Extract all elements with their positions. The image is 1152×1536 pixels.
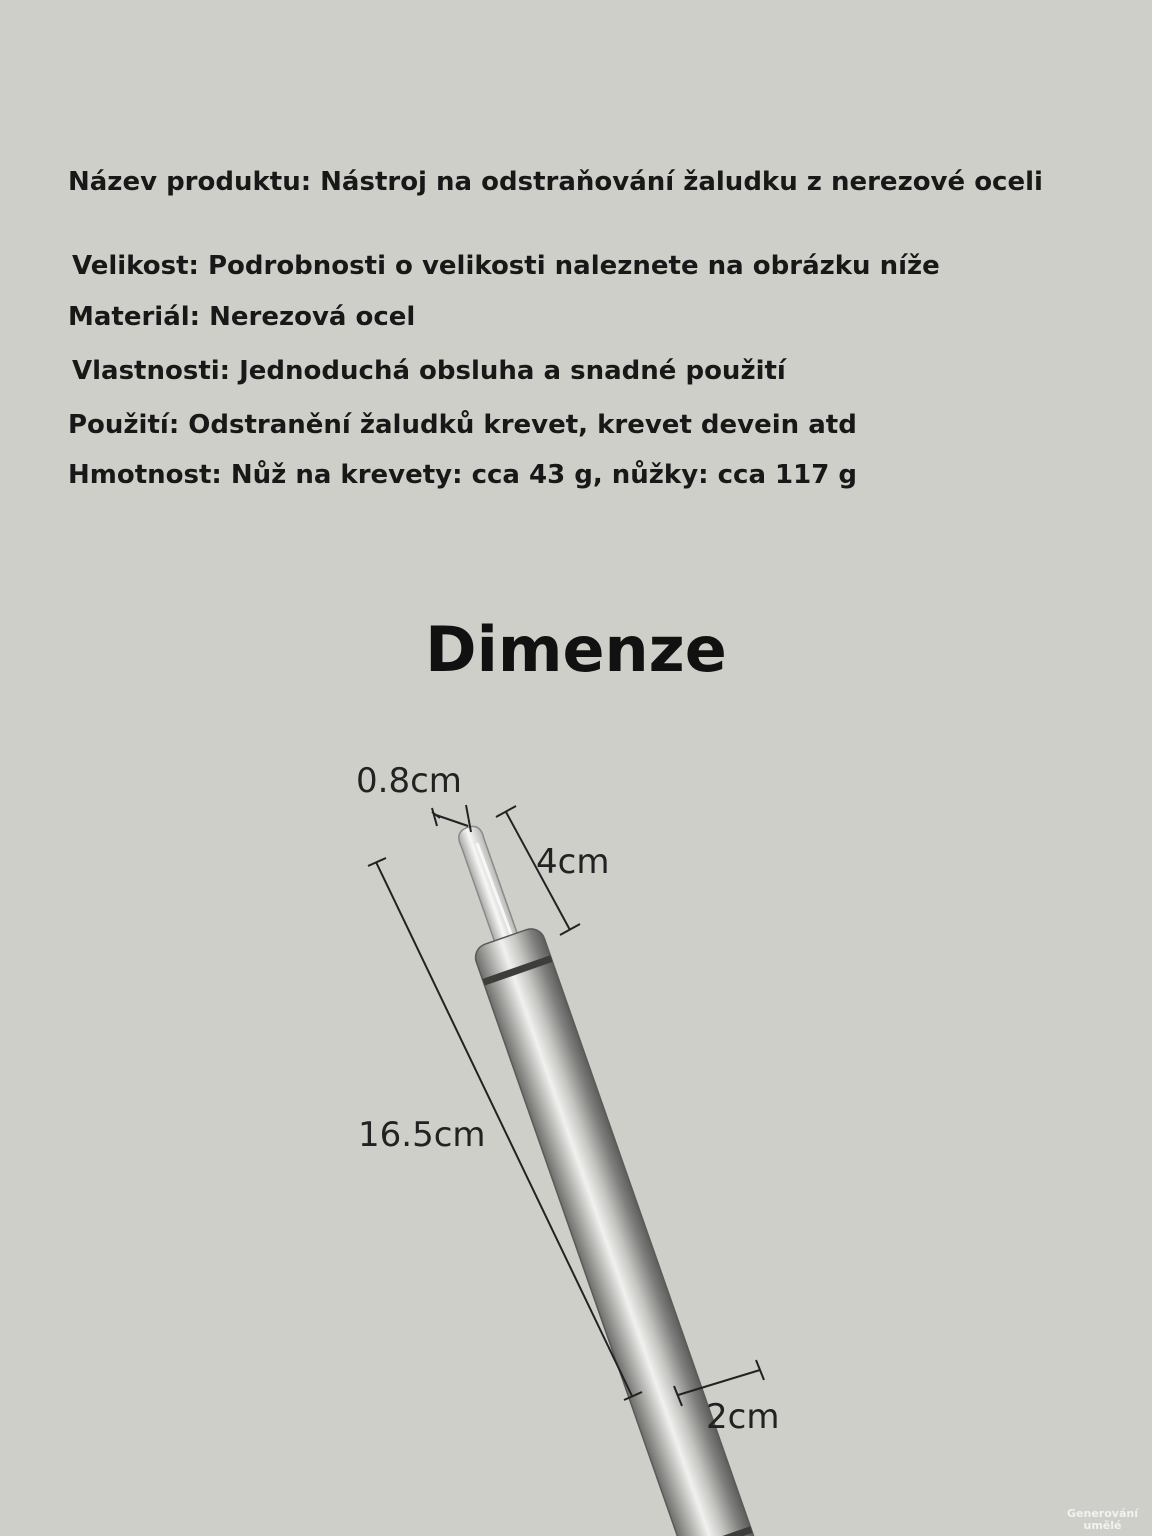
watermark-line-2: umělé [1083,1519,1122,1532]
spec-material: Materiál: Nerezová ocel [68,302,416,332]
spec-size: Velikost: Podrobnosti o velikosti naleznete na obrázku níže [72,251,940,281]
dimensions-title: Dimenze [425,613,727,686]
label-tip-width: 0.8cm [356,761,462,801]
ai-watermark [1067,1508,1138,1532]
spec-product-name: Název produktu: Nástroj na odstraňování žaludku z nerezové oceli [68,167,1043,197]
spec-usage: Použití: Odstranění žaludků krevet, krevet devein atd [68,410,857,440]
spec-weight: Hmotnost: Nůž na krevety: cca 43 g, nůžky: cca 117 g [68,460,857,490]
tool-handle [472,925,765,1536]
label-total-length: 16.5cm [358,1115,486,1155]
watermark-line-1: Generování [1067,1507,1138,1520]
label-blade-length: 4cm [536,842,610,882]
label-handle-width: 2cm [706,1397,780,1437]
spec-features: Vlastnosti: Jednoduchá obsluha a snadné použití [72,356,786,386]
